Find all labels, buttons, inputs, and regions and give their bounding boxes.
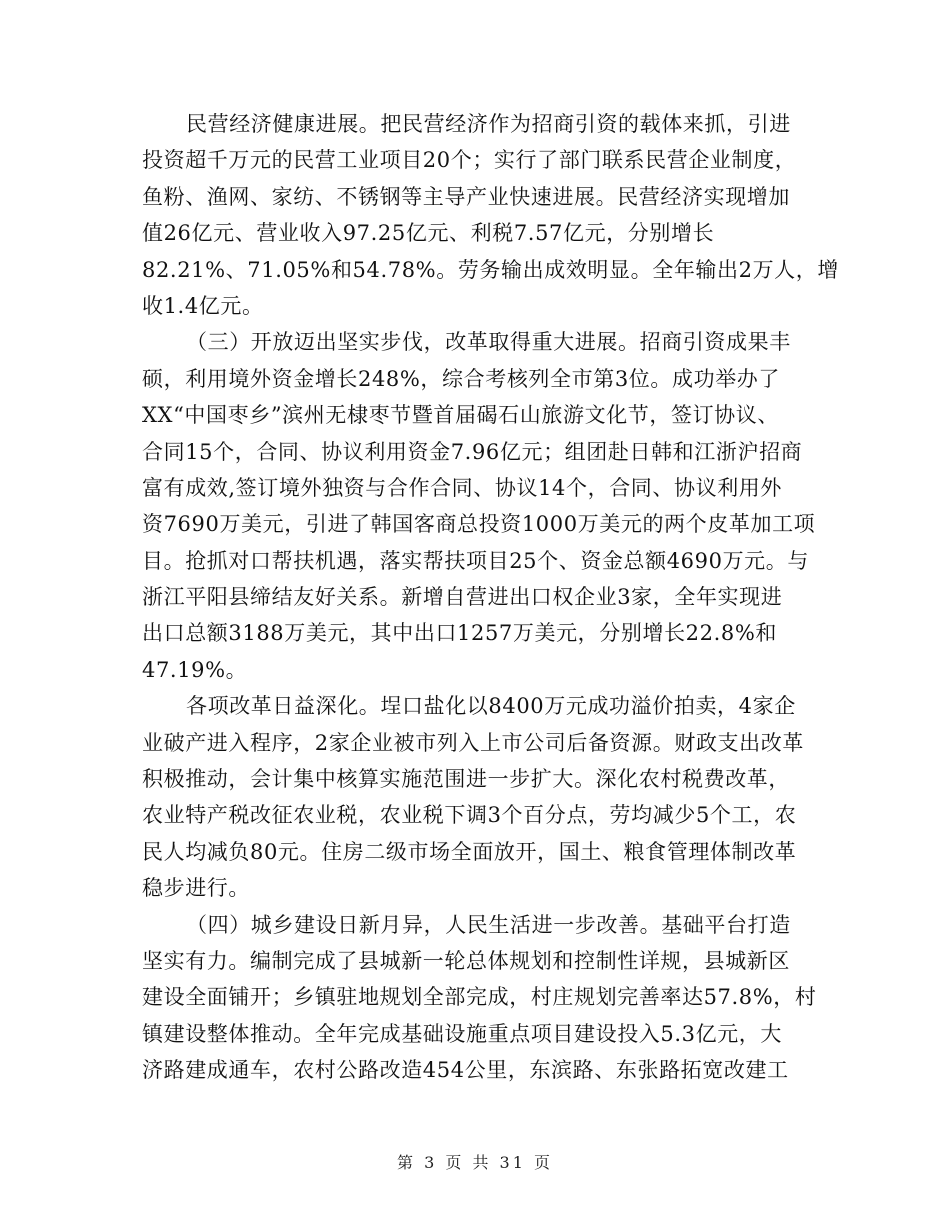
text-line: XX“中国枣乡”滨州无棣枣节暨首届碣石山旅游文化节，签订协议、 — [142, 403, 779, 428]
text-line: 合同15个，合同、协议利用资金7.96亿元；组团赴日韩和江浙沪招商 — [142, 439, 803, 464]
paragraph-urban-rural — [142, 907, 817, 1089]
text-line: 值26亿元、营业收入97.25亿元、利税7.57亿元，分别增长 — [142, 221, 715, 246]
text-line: 目。抢抓对口帮扶机遇，落实帮扶项目25个、资金总额4690万元。与 — [142, 548, 809, 573]
text-line: 坚实有力。编制完成了县城新一轮总体规划和控制性详规，县城新区 — [142, 948, 790, 973]
text-line: 硕，利用境外资金增长248%，综合考核列全市第3位。成功举办了 — [142, 366, 780, 391]
document-body — [142, 106, 839, 1089]
text-line: 投资超千万元的民营工业项目20个；实行了部门联系民营企业制度， — [142, 148, 797, 173]
paragraph-private-economy — [142, 106, 839, 324]
text-line: 农业特产税改征农业税，农业税下调3个百分点，劳均减少5个工，农 — [142, 803, 797, 828]
text-line: 富有成效,签订境外独资与合作合同、协议14个，合同、协议利用外 — [142, 475, 782, 500]
page-number-footer: 第 3 页 共 31 页 — [397, 1153, 553, 1172]
text-line: 济路建成通车，农村公路改造454公里，东滨路、东张路拓宽改建工 — [142, 1058, 789, 1083]
text-line: 稳步进行。 — [142, 876, 250, 901]
text-line: 民营经济健康进展。把民营经济作为招商引资的载体来抓，引进 — [186, 112, 791, 136]
paragraph-opening-reform — [142, 324, 816, 688]
text-line: 各项改革日益深化。埕口盐化以8400万元成功溢价拍卖，4家企 — [186, 694, 796, 719]
text-line: （三）开放迈出坚实步伐，改革取得重大进展。招商引资成果丰 — [186, 330, 791, 355]
text-line: 资7690万美元，引进了韩国客商总投资1000万美元的两个皮革加工项 — [142, 512, 816, 537]
text-line: 民人均减负80元。住房二级市场全面放开，国土、粮食管理体制改革 — [142, 839, 797, 864]
text-line: 建设全面铺开；乡镇驻地规划全部完成，村庄规划完善率达57.8%，村 — [142, 985, 817, 1010]
text-line: 业破产进入程序，2家企业被市列入上市公司后备资源。财政支出改革 — [142, 730, 804, 755]
paragraph-reforms — [142, 688, 812, 906]
text-line: 出口总额3188万美元，其中出口1257万美元，分别增长22.8%和 — [142, 621, 777, 646]
text-line: 浙江平阳县缔结友好关系。新增自营进出口权企业3家，全年实现进 — [142, 585, 783, 610]
text-line: 鱼粉、渔网、家纺、不锈钢等主导产业快速进展。民营经济实现增加 — [142, 184, 790, 209]
text-line: （四）城乡建设日新月异，人民生活进一步改善。基础平台打造 — [186, 912, 791, 937]
text-line: 82.21%、71.05%和54.78%。劳务输出成效明显。全年输出2万人，增 — [142, 257, 839, 282]
text-line: 积极推动，会计集中核算实施范围进一步扩大。深化农村税费改革， — [142, 767, 790, 792]
text-line: 47.19%。 — [142, 657, 248, 682]
text-line: 收1.4亿元。 — [142, 293, 264, 318]
text-line: 镇建设整体推动。全年完成基础设施重点项目建设投入5.3亿元，大 — [142, 1021, 782, 1046]
